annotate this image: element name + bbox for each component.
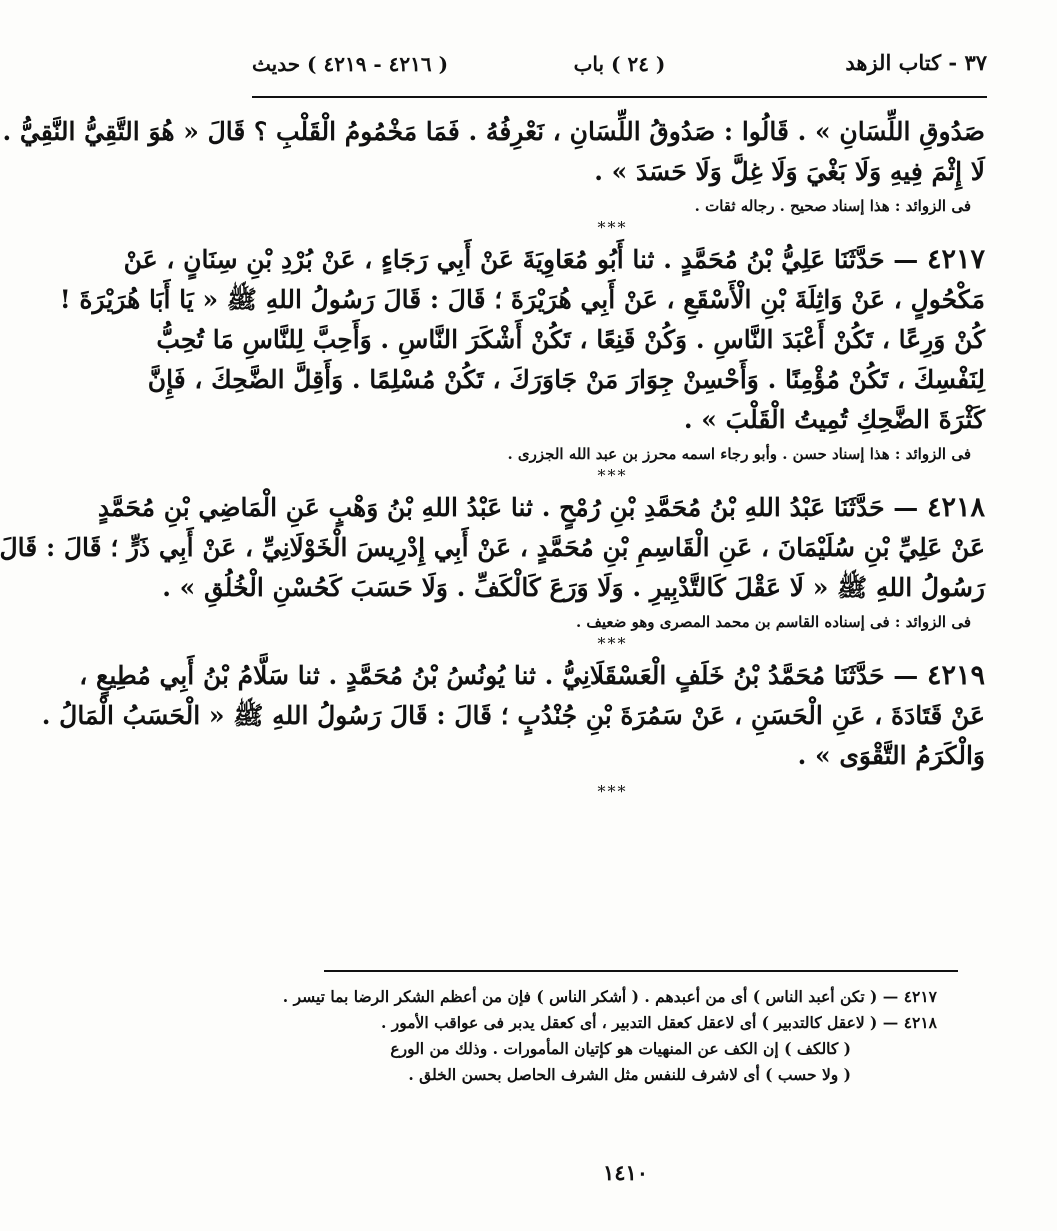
text-line: رَسُولُ اللهِ ﷺ « لَا عَقْلَ كَالتَّدْبِيرِ . وَلَا وَرَعَ كَالْكَفِّ . وَلَا حَسَبَ كَحُسْنِ الْخُلُقِ » . (162, 573, 985, 602)
chapter-title: ( ٢٤ ) باب (573, 52, 666, 76)
text-line: حَدَّثَنَا عَبْدُ اللهِ بْنُ مُحَمَّدِ بْنِ رُمْحٍ . ثنا عَبْدُ اللهِ بْنُ وَهْبٍ عَنِ الْمَاضِي بْنِ مُحَمَّدٍ (97, 493, 885, 522)
zawaid-note: فى الزوائد : هذا إسناد صحيح . رجاله ثقات . (694, 197, 971, 215)
text-line: حَدَّثَنَا عَلِيُّ بْنُ مُحَمَّدٍ . ثنا أَبُو مُعَاوِيَةَ عَنْ أَبِي رَجَاءٍ ، عَنْ بُرْدِ بْنِ سِنَانٍ ، عَنْ (123, 245, 885, 274)
footnote: ( ولا حسب ) أى لاشرف للنفس مثل الشرف الحاصل بحسن الخلق . (408, 1065, 851, 1084)
text-line: صَدُوقِ اللِّسَانِ » . قَالُوا : صَدُوقُ اللِّسَانِ ، نَعْرِفُهُ . فَمَا مَخْمُومُ الْقَلْبِ ؟ قَالَ « هُوَ التَّقِيُّ النَّقِيُّ . (2, 117, 985, 146)
separator-stars: *** (597, 782, 628, 801)
hadith-4219: ٤٢١٩ — حَدَّثَنَا مُحَمَّدُ بْنُ خَلَفٍ الْعَسْقَلَانِيُّ . ثنا يُونُسُ بْنُ مُحَمَّدٍ . ثنا سَلَّامُ بْنُ أَبِي مُطِيعٍ ، عَنْ قَتَادَةَ ، عَنِ الْحَسَنِ ، عَنْ سَمُرَةَ بْنِ جُنْدُبٍ ؛ قَالَ : قَالَ رَسُولُ اللهِ ﷺ « الْحَسَبُ الْمَالُ . وَالْكَرَمُ التَّقْوَى » . (240, 656, 985, 776)
zawaid-note: فى الزوائد : فى إسناده القاسم بن محمد المصرى وهو ضعيف . (575, 613, 971, 631)
hadith-number: ٤٢١٨ (926, 492, 985, 523)
footnote-rule (324, 970, 958, 972)
text-line: عَنْ عَلِيِّ بْنِ سُلَيْمَانَ ، عَنِ الْقَاسِمِ بْنِ مُحَمَّدٍ ، عَنْ أَبِي إِدْرِيسَ الْخَوْلَانِيِّ ، عَنْ أَبِي ذَرٍّ ؛ قَالَ : قَالَ (0, 533, 985, 562)
hadith-4218: ٤٢١٨ — حَدَّثَنَا عَبْدُ اللهِ بْنُ مُحَمَّدِ بْنِ رُمْحٍ . ثنا عَبْدُ اللهِ بْنُ وَهْبٍ عَنِ الْمَاضِي بْنِ مُحَمَّدٍ عَنْ عَلِيِّ بْنِ سُلَيْمَانَ ، عَنِ الْقَاسِمِ بْنِ مُحَمَّدٍ ، عَنْ أَبِي إِدْرِيسَ الْخَوْلَانِيِّ ، عَنْ أَبِي ذَرٍّ ؛ قَالَ : قَالَ رَسُولُ اللهِ ﷺ « لَا عَقْلَ كَالتَّدْبِيرِ . وَلَا وَرَعَ كَالْكَفِّ . وَلَا حَسَبَ كَحُسْنِ الْخُلُقِ » . فى الزوائد : فى إسناده القاسم بن محمد المصرى وهو ضعيف . (240, 488, 985, 634)
separator-stars: *** (597, 218, 628, 237)
text-line: عَنْ قَتَادَةَ ، عَنِ الْحَسَنِ ، عَنْ سَمُرَةَ بْنِ جُنْدُبٍ ؛ قَالَ : قَالَ رَسُولُ اللهِ ﷺ « الْحَسَبُ الْمَالُ . (41, 701, 985, 730)
zawaid-note: فى الزوائد : هذا إسناد حسن . وأبو رجاء اسمه محرز بن عبد الله الجزرى . (507, 445, 971, 463)
page-number: ١٤١٠ (602, 1160, 649, 1185)
separator-stars: *** (597, 466, 628, 485)
text-line: كَثْرَةَ الضَّحِكِ تُمِيتُ الْقَلْبَ » . (683, 405, 985, 434)
text-line: كُنْ وَرِعًا ، تَكُنْ أَعْبَدَ النَّاسِ . وَكُنْ قَنِعًا ، تَكُنْ أَشْكَرَ النَّاسِ . وَأَحِبَّ لِلنَّاسِ مَا تُحِبُّ (156, 325, 985, 354)
hadith-number: ٤٢١٧ (926, 244, 985, 275)
footnotes (240, 984, 937, 1088)
footnote: ٤٢١٧ — ( تكن أعبد الناس ) أى من أعبدهم . ( أشكر الناس ) فإن من أعظم الشكر الرضا بما تيسر . (282, 987, 937, 1006)
footnote: ٤٢١٨ — ( لاعقل كالتدبير ) أى لاعقل كعقل التدبير ، أى كعقل يدبر فى عواقب الأمور . (380, 1013, 937, 1032)
footnote: ( كالكف ) إن الكف عن المنهيات هو كإتيان المأمورات . وذلك من الورع (390, 1039, 851, 1058)
text-line: لِنَفْسِكَ ، تَكُنْ مُؤْمِنًا . وَأَحْسِنْ جِوَارَ مَنْ جَاوَرَكَ ، تَكُنْ مُسْلِمًا . وَأَقِلَّ الضَّحِكَ ، فَإِنَّ (147, 365, 985, 394)
book-title: ٣٧ - كتاب الزهد (845, 50, 987, 75)
text-line: لَا إِثْمَ فِيهِ وَلَا بَغْيَ وَلَا غِلَّ وَلَا حَسَدَ » . (594, 157, 985, 186)
separator-stars: *** (597, 634, 628, 653)
page-header (252, 50, 987, 86)
header-rule (252, 96, 987, 98)
hadith-4216-continuation (2, 112, 985, 218)
text-line: مَكْحُولٍ ، عَنْ وَاثِلَةَ بْنِ الْأَسْقَعِ ، عَنْ أَبِي هُرَيْرَةَ ؛ قَالَ : قَالَ رَسُولُ اللهِ ﷺ « يَا أَبَا هُرَيْرَةَ ! (59, 285, 985, 314)
hadith-range: ( ٤٢١٦ - ٤٢١٩ ) حديث (252, 52, 449, 76)
text-line: وَالْكَرَمُ التَّقْوَى » . (797, 741, 985, 770)
hadith-number: ٤٢١٩ (926, 660, 985, 691)
text-line: حَدَّثَنَا مُحَمَّدُ بْنُ خَلَفٍ الْعَسْقَلَانِيُّ . ثنا يُونُسُ بْنُ مُحَمَّدٍ . ثنا سَلَّامُ بْنُ أَبِي مُطِيعٍ ، (79, 661, 885, 690)
main-text (0, 112, 985, 804)
hadith-4217: ٤٢١٧ — حَدَّثَنَا عَلِيُّ بْنُ مُحَمَّدٍ . ثنا أَبُو مُعَاوِيَةَ عَنْ أَبِي رَجَاءٍ ، عَنْ بُرْدِ بْنِ سِنَانٍ ، عَنْ مَكْحُولٍ ، عَنْ وَاثِلَةَ بْنِ الْأَسْقَعِ ، عَنْ أَبِي هُرَيْرَةَ ؛ قَالَ : قَالَ رَسُولُ اللهِ ﷺ « يَا أَبَا هُرَيْرَةَ ! كُنْ وَرِعًا ، تَكُنْ أَعْبَدَ النَّاسِ . وَكُنْ قَنِعًا ، تَكُنْ أَشْكَرَ النَّاسِ . وَأَحِبَّ لِلنَّاسِ مَا تُحِبُّ لِنَفْسِكَ ، تَكُنْ مُؤْمِنًا . وَأَحْسِنْ جِوَارَ مَنْ جَاوَرَكَ ، تَكُنْ مُسْلِمًا . وَأَقِلَّ الضَّحِكَ ، فَإِنَّ كَثْرَةَ الضَّحِكِ تُمِيتُ الْقَلْبَ » . فى الزوائد : هذا إسناد حسن . وأبو رجاء اسمه محرز بن عبد الله الجزرى . (240, 240, 985, 466)
